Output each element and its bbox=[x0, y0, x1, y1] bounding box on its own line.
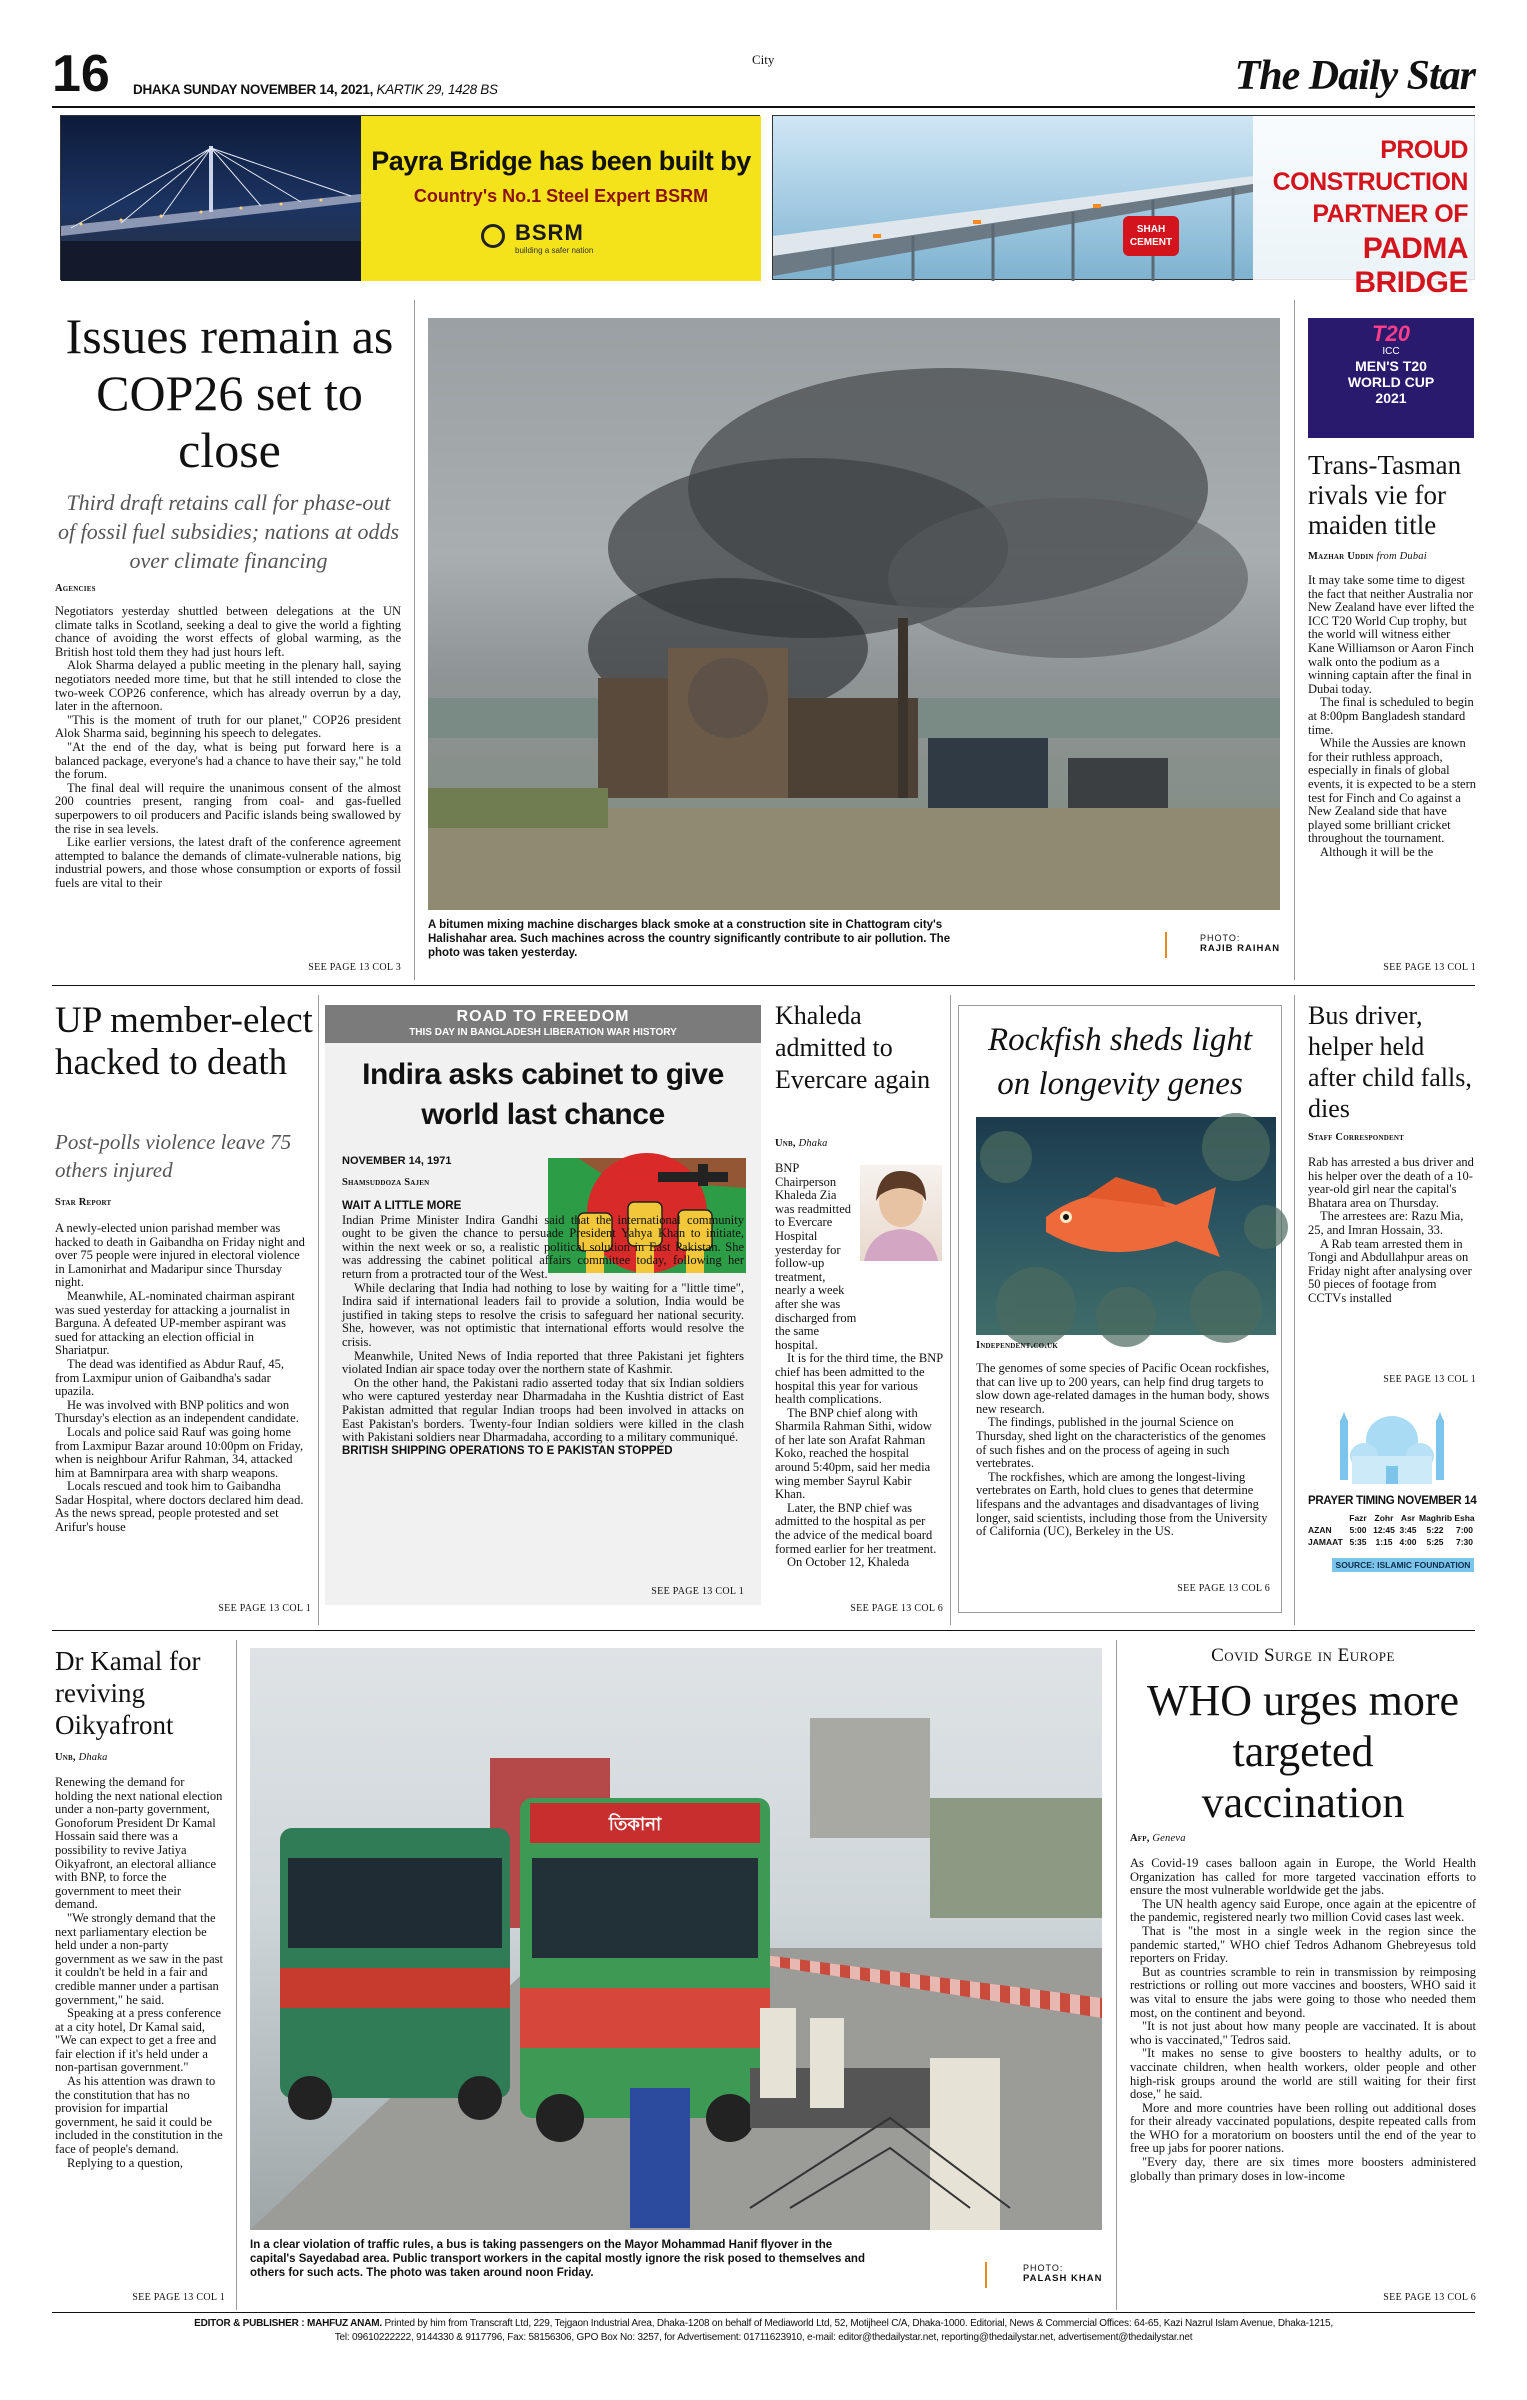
up-member-headline[interactable]: UP member-elect hacked to death bbox=[55, 1000, 313, 1083]
road-to-freedom-paragraph: Meanwhile, United News of India reported that three Pakistani jet fighters violated Indian air space today over the northern state of Kashmir. bbox=[342, 1348, 744, 1377]
prayer-timing-source: SOURCE: ISLAMIC FOUNDATION bbox=[1332, 1558, 1474, 1572]
t20-paragraph: It may take some time to digest the fact that neither Australia nor New Zealand have ever lifted the ICC T20 World Cup trophy, but the world will witness either Kane Williamson or Aaron Finch walk onto the podium as a winning captain after the final in Dubai today. bbox=[1308, 573, 1475, 696]
bus-photo[interactable] bbox=[250, 1648, 1102, 2230]
bus-driver-paragraph: The arrestees are: Razu Mia, 25, and Imran Hossain, 33. bbox=[1308, 1209, 1464, 1237]
dr-kamal-paragraph: Speaking at a press conference at a city hotel, Dr Kamal said, "We can expect to get a free and fair election if it's held under a non-partisan government." bbox=[55, 2006, 222, 2075]
cop26-paragraph: Alok Sharma delayed a public meeting in the plenary hall, saying negotiators needed more time, but that he still intended to close the two-week COP26 conference, which has already overrun by a day, later in the afternoon. bbox=[55, 658, 401, 714]
who-paragraph: But as countries scramble to rein in transmission by reimposing restrictions or rolling out more vaccines and boosters, WHO said it was vital to ensure the jabs were going to those who needed them most, on the continent and beyond. bbox=[1130, 1964, 1476, 2020]
prayer-timing-title: PRAYER TIMING NOVEMBER 14 bbox=[1308, 1495, 1477, 1507]
t20-paragraph: While the Aussies are known for their ruthless approach, especially in finals of global events, it is expected to be a stern test for Finch and Co against a New Zealand side that have played some brilliant cricket throughout the tournament. bbox=[1308, 736, 1476, 846]
up-member-paragraph: Locals and police said Rauf was going home from Laxmipur Bazar around 10:00pm on Friday, when is neighbour Arifur Rahman, 34, attacked him at Bamnirpara area with sharp weapons. bbox=[55, 1424, 304, 1480]
up-member-paragraph: A newly-elected union parishad member was hacked to death in Gaibandha on Friday night and over 75 people were injured in electoral violence in Lamonirhat and Madaripur since Thursday night. bbox=[55, 1221, 305, 1290]
cop26-deck: Third draft retains call for phase-out of fossil fuel subsidies; nations at odds over climate financing bbox=[57, 490, 400, 573]
t20-byline-name: Mazhar Uddin bbox=[1308, 551, 1374, 562]
up-member-paragraph: The dead was identified as Abdur Rauf, 45, from Laxmipur union of Gaibandha's sadar upazila. bbox=[55, 1356, 284, 1399]
who-paragraph: "It makes no sense to give boosters to healthy adults, or to vaccinate children, when health workers, older people and other high-risk groups around the world are still waiting for their first dose," he said. bbox=[1130, 2046, 1476, 2102]
up-member-paragraph: Locals rescued and took him to Gaibandha Sadar Hospital, where doctors declared him dead. As the news spread, people protested and set Arifur's house bbox=[55, 1479, 304, 1535]
dr-kamal-byline-from: Dhaka bbox=[78, 1752, 108, 1763]
road-to-freedom-banner bbox=[325, 1005, 761, 1043]
prayer-timing-table bbox=[1308, 1513, 1478, 1549]
cop26-paragraph: Like earlier versions, the latest draft of the conference agreement attempted to balance the demands of climate-vulnerable nations, big industrial powers, and those whose consumption or exports of fossil fuels are vital to their bbox=[55, 835, 401, 890]
bsrm-logo-icon bbox=[481, 224, 505, 248]
prayer-cell: 5:00 bbox=[1349, 1525, 1367, 1535]
dr-kamal-paragraph: Replying to a question, bbox=[67, 2155, 183, 2170]
ad-shah-line3: PARTNER OF bbox=[1312, 200, 1468, 228]
bus-photo-caption: In a clear violation of traffic rules, a bus is taking passengers on the Mayor Mohammad Hanif flyover in the capital's Sayedabad area. Public transport workers in the capital mostly ignore the risk posed to themselves and others for such acts. The photo was taken around noon Friday. bbox=[250, 2239, 865, 2279]
bus-flyover-illustration bbox=[250, 1648, 1102, 2230]
ad-shah-cement[interactable] bbox=[772, 115, 1475, 299]
prayer-table-row bbox=[1308, 1525, 1478, 1537]
up-member-body bbox=[55, 1222, 311, 1535]
row-rule bbox=[52, 985, 1475, 986]
khaleda-paragraph: The BNP chief along with Sharmila Rahman Sithi, widow of her late son Arafat Rahman Koko, reached the hospital around 5:40pm, said her media wing member Sayrul Kabir Khan. bbox=[775, 1405, 932, 1502]
dateline bbox=[133, 82, 498, 97]
cop26-paragraph: Negotiators yesterday shuttled between delegations at the UN climate talks in Scotland, seeking a deal to give the world a fighting chance of avoiding the worst effects of global warming, as the British host told them they had just hours left. bbox=[55, 604, 401, 659]
khaleda-byline bbox=[775, 1138, 828, 1149]
ad-shah-line1: PROUD bbox=[1380, 136, 1468, 164]
khaleda-body bbox=[775, 1162, 943, 1570]
bus-photo-credit-label: PHOTO: bbox=[1023, 2263, 1064, 2273]
shah-cement-logo bbox=[1123, 216, 1179, 256]
who-jump-link[interactable]: SEE PAGE 13 COL 6 bbox=[1383, 2292, 1476, 2303]
dr-kamal-paragraph: Renewing the demand for holding the next national election under a non-party government, Gonoforum President Dr Kamal Hossain said there was a possibility to revive Jatiya Oikyafront, an electoral alliance with BNP, to force the government to meet their demand. bbox=[55, 1775, 223, 1912]
prayer-cell: 3:45 bbox=[1399, 1525, 1417, 1535]
main-photo-credit bbox=[1200, 933, 1280, 954]
who-byline bbox=[1130, 1833, 1186, 1844]
dr-kamal-jump-link[interactable]: SEE PAGE 13 COL 1 bbox=[132, 2292, 225, 2303]
column-rule bbox=[318, 995, 319, 1625]
bus-driver-paragraph: A Rab team arrested them in Tongi and Abdullahpur areas on Friday night after analysing over 50 pieces of footage from CCTVs installed bbox=[1308, 1236, 1472, 1305]
bridge-illustration bbox=[61, 116, 361, 281]
who-body bbox=[1130, 1857, 1476, 2183]
dr-kamal-byline bbox=[55, 1752, 108, 1763]
dr-kamal-byline-name: Unb, bbox=[55, 1752, 76, 1763]
prayer-col-header: Zohr bbox=[1374, 1513, 1394, 1523]
khaleda-paragraph: It is for the third time, the BNP chief has been admitted to the hospital this year for various health complications. bbox=[775, 1351, 943, 1407]
who-paragraph: "It is not just about how many people are vaccinated. It is about who is vaccinated," Tedros said. bbox=[1130, 2019, 1476, 2047]
bus-driver-jump-link[interactable]: SEE PAGE 13 COL 1 bbox=[1383, 1374, 1476, 1385]
rockfish-paragraph: The findings, published in the journal Science on Thursday, shed light on the characteristics of the genomes of such fishes and on the process of ageing in such vertebrates. bbox=[976, 1415, 1266, 1471]
column-rule bbox=[236, 1640, 237, 2310]
rockfish-jump-link[interactable]: SEE PAGE 13 COL 6 bbox=[1177, 1583, 1270, 1594]
road-to-freedom-subhead: WAIT A LITTLE MORE bbox=[342, 1200, 462, 1212]
main-photo-credit-name: RAJIB RAIHAN bbox=[1200, 943, 1281, 954]
imprint-address: Printed by him from Transcraft Ltd, 229, Tejgaon Industrial Area, Dhaka-1208 on behalf of Mediaworld Ltd, 52, Motijheel C/A, Dhaka-1000. Editorial, News & Commercial Offices: 64-65, Kazi Nazrul Islam Avenue, Dhaka-1215, bbox=[384, 2318, 1333, 2329]
who-kicker: Covid Surge in Europe bbox=[1211, 1645, 1395, 1666]
bus-driver-paragraph: Rab has arrested a bus driver and his helper over the death of a 10-year-old girl near the capital's Bhatara area on Thursday. bbox=[1308, 1155, 1474, 1210]
dateline-date: DHAKA SUNDAY NOVEMBER 14, 2021, bbox=[133, 82, 374, 97]
t20-byline-from: from Dubai bbox=[1376, 551, 1427, 562]
road-to-freedom-title: ROAD TO FREEDOM bbox=[456, 1008, 630, 1025]
cop26-paragraph: "This is the moment of truth for our planet," COP26 president Alok Sharma said, beginning his speech to delegates. bbox=[55, 712, 401, 741]
bus-sign: তিকানা bbox=[608, 1814, 662, 1834]
ad-shah-line2: CONSTRUCTION bbox=[1272, 168, 1468, 196]
dr-kamal-paragraph: As his attention was drawn to the constitution that has no provision for impartial government, he said it could be included in the constitution in the face of people's demand. bbox=[55, 2074, 223, 2157]
prayer-col-header bbox=[1308, 1513, 1345, 1525]
column-rule bbox=[1294, 995, 1295, 1625]
who-paragraph: More and more countries have been rolling out additional doses for their already vaccinated populations, despite repeated calls from the WHO for a moratorium on boosters until the end of the year to free up jabs for poorer nations. bbox=[1130, 2100, 1476, 2156]
rockfish-byline: Independent.co.uk bbox=[976, 1340, 1058, 1351]
cop26-paragraph: "At the end of the day, what is being put forward here is a balanced package, everyone's had a chance to have their say," he told the forum. bbox=[55, 739, 401, 782]
who-headline[interactable]: WHO urges more targeted vaccination bbox=[1147, 1676, 1459, 1827]
t20-logo-icc: ICC bbox=[1382, 346, 1400, 357]
road-to-freedom-body bbox=[342, 1200, 744, 1458]
up-member-byline: Star Report bbox=[55, 1197, 112, 1208]
main-photo-credit-label: PHOTO: bbox=[1200, 933, 1241, 943]
caption-divider bbox=[985, 2262, 987, 2288]
prayer-cell: 4:00 bbox=[1399, 1537, 1417, 1547]
t20-logo-world: WORLD CUP bbox=[1347, 374, 1435, 390]
khaleda-paragraph: On October 12, Khaleda bbox=[787, 1555, 910, 1570]
footer-rule bbox=[52, 2312, 1475, 2313]
road-to-freedom-paragraph: On the other hand, the Pakistani radio asserted today that six Indian soldiers who were captured yesterday near Dharmadaha in the Kushtia district of East Pakistan admitted that regular Indian troops had been involved in attacks on East Pakistan's borders. Twenty-four Indian soldiers were killed in the clash with Pakistani soldiers near Dharmadaha, according to a military communiqué. bbox=[342, 1375, 744, 1445]
who-paragraph: As Covid-19 cases balloon again in Europe, the World Health Organization has called for more targeted vaccination efforts to ensure the most vulnerable worldwide get the jabs. bbox=[1130, 1856, 1476, 1898]
rockfish-paragraph: The genomes of some species of Pacific Ocean rockfishes, that can live up to 200 years, can help find drug targets to slow down age-related damages in the human body, shows new research. bbox=[976, 1361, 1270, 1416]
row-rule bbox=[52, 1630, 1475, 1631]
section-name: City bbox=[752, 52, 775, 67]
rockfish-body bbox=[976, 1362, 1270, 1539]
khaleda-byline-from: Dhaka bbox=[798, 1138, 828, 1149]
ad-bsrm-headline: Payra Bridge has been built by bbox=[371, 146, 751, 176]
column-rule bbox=[414, 300, 415, 980]
t20-byline bbox=[1308, 551, 1427, 562]
ad-bsrm[interactable] bbox=[60, 115, 760, 280]
cop26-paragraph: The final deal will require the unanimous consent of the almost 200 countries present, ranging from coal- and gas-fuelled superpowers to oil producers and Pacific islands being swallowed by the rise in sea levels. bbox=[55, 780, 401, 836]
prayer-cell: 5:25 bbox=[1426, 1537, 1444, 1547]
imprint-editor: EDITOR & PUBLISHER : MAHFUZ ANAM. bbox=[194, 2318, 382, 2329]
prayer-col-header: Asr bbox=[1400, 1513, 1416, 1523]
up-member-paragraph: He was involved with BNP politics and won Thursday's election as an independent candidate. bbox=[55, 1397, 299, 1426]
prayer-cell: 7:00 bbox=[1455, 1525, 1473, 1535]
masthead-rule bbox=[52, 106, 1475, 108]
cop26-byline: Agencies bbox=[55, 583, 96, 594]
prayer-table-header bbox=[1308, 1513, 1478, 1525]
mosque-icon bbox=[1332, 1400, 1452, 1488]
prayer-cell: 5:22 bbox=[1426, 1525, 1444, 1535]
cop26-headline[interactable]: Issues remain as COP26 set to close bbox=[65, 308, 394, 478]
bus-photo-credit-name: PALASH KHAN bbox=[1023, 2273, 1103, 2284]
main-photo[interactable] bbox=[428, 318, 1280, 910]
khaleda-jump-link[interactable]: SEE PAGE 13 COL 6 bbox=[850, 1603, 943, 1614]
rockfish-paragraph: The rockfishes, which are among the longest-living vertebrates on Earth, hold clues to genes that determine lifespans and the advantages and disadvantages of living longer, said scientists, including those from the University of California (UC), Berkeley in the US. bbox=[976, 1469, 1268, 1539]
khaleda-headline[interactable]: Khaleda admitted to Evercare again bbox=[775, 1001, 931, 1094]
smoke-factory-illustration bbox=[428, 318, 1280, 910]
t20-jump-link[interactable]: SEE PAGE 13 COL 1 bbox=[1383, 962, 1476, 973]
rockfish-headline[interactable]: Rockfish sheds light on longevity genes bbox=[988, 1022, 1252, 1102]
paper-logo[interactable]: The Daily Star bbox=[1234, 53, 1475, 99]
khaleda-paragraph: BNP Chairperson Khaleda Zia was readmitted to Evercare Hospital yesterday for follow-up treatment, nearly a week after she was discharged from the same hospital. bbox=[775, 1161, 857, 1352]
prayer-cell: 7:30 bbox=[1455, 1537, 1473, 1547]
column-rule bbox=[1116, 1640, 1117, 2310]
ad-bsrm-panel bbox=[361, 116, 761, 281]
dr-kamal-headline[interactable]: Dr Kamal for reviving Oikyafront bbox=[55, 1646, 201, 1740]
imprint-line-2: Tel: 09610222222, 9144330 & 9117796, Fax: 58156306, GPO Box No: 3257, for Advertisement: 01711623910, e-mail: editor@thedailystar.net, reporting@thedailystar.net, advertisement@thedailystar.net bbox=[334, 2332, 1193, 2343]
t20-logo-mark: T20 bbox=[1372, 321, 1410, 346]
rockfish-photo[interactable] bbox=[976, 1117, 1276, 1335]
up-member-deck: Post-polls violence leave 75 others injured bbox=[55, 1130, 292, 1182]
dr-kamal-body bbox=[55, 1776, 225, 2170]
prayer-cell: JAMAAT bbox=[1308, 1537, 1343, 1547]
khaleda-paragraph: Later, the BNP chief was admitted to the hospital as per the advice of the medical board formed earlier for her treatment. bbox=[775, 1500, 937, 1556]
prayer-col-header: Fazr bbox=[1349, 1513, 1367, 1523]
column-rule bbox=[950, 995, 951, 1625]
t20-logo-year: 2021 bbox=[1375, 390, 1407, 406]
khaleda-byline-name: Unb, bbox=[775, 1138, 796, 1149]
ad-bsrm-tagline: building a safer nation bbox=[515, 246, 594, 255]
t20-paragraph: The final is scheduled to begin at 8:00pm Bangladesh standard time. bbox=[1308, 695, 1474, 737]
road-to-freedom-jump-link[interactable]: SEE PAGE 13 COL 1 bbox=[651, 1586, 744, 1597]
road-to-freedom-date: NOVEMBER 14, 1971 bbox=[342, 1155, 452, 1167]
who-byline-from: Geneva bbox=[1152, 1833, 1186, 1844]
who-paragraph: That is "the most in a single week in the region since the pandemic started," WHO chief Tedros Adhanom Ghebreyesus told reporters on Friday. bbox=[1130, 1923, 1476, 1966]
bus-driver-headline[interactable]: Bus driver, helper held after child falls, dies bbox=[1308, 1001, 1472, 1123]
t20-paragraph: Although it will be the bbox=[1320, 844, 1434, 859]
dr-kamal-paragraph: "We strongly demand that the next parliamentary election be held under a non-party government as we saw in the past it couldn't be held in a fair and credible manner under a partisan government," he said. bbox=[55, 1910, 224, 2007]
ad-bsrm-brand-box bbox=[471, 216, 651, 260]
ad-bsrm-photo bbox=[61, 116, 361, 281]
t20-logo bbox=[1308, 318, 1474, 438]
who-byline-name: Afp, bbox=[1130, 1833, 1150, 1844]
cop26-jump-link[interactable]: SEE PAGE 13 COL 3 bbox=[308, 962, 401, 973]
t20-headline[interactable]: Trans-Tasman rivals vie for maiden title bbox=[1308, 450, 1462, 540]
road-to-freedom-paragraph: Indian Prime Minister Indira Gandhi said that the international community ought to be given the chance to persuade President Yahya Khan to initiate, within the next week or so, a realistic political solution in East Pakistan. She was addressing the cabinet political affairs committee today, following her return from a protracted tour of the West. bbox=[342, 1212, 744, 1281]
caption-divider bbox=[1165, 932, 1167, 958]
bus-driver-body bbox=[1308, 1156, 1476, 1306]
up-member-paragraph: Meanwhile, AL-nominated chairman aspirant was sued yesterday for attacking a journalist in Barguna. A defeated UP-member aspirant was sued for attacking an election official in Shariatpur. bbox=[55, 1288, 295, 1358]
prayer-cell: 12:45 bbox=[1373, 1525, 1395, 1535]
cop26-body bbox=[55, 605, 401, 890]
road-to-freedom-paragraph: While declaring that India had nothing to lose by waiting for a "little time", Indira said if international leaders fail to provide a solution, India would be justified in taking steps to resolve the crisis to safeguard her national security. She, however, was not optimistic that international efforts would resolve the crisis. bbox=[342, 1280, 744, 1349]
dateline-bangla-date: KARTIK 29, 1428 BS bbox=[376, 82, 498, 97]
prayer-col-header: Esha bbox=[1454, 1513, 1475, 1523]
ad-bsrm-brand: BSRM bbox=[515, 220, 584, 245]
t20-logo-mens: MEN'S T20 bbox=[1355, 358, 1427, 374]
road-to-freedom-headline[interactable]: Indira asks cabinet to give world last chance bbox=[362, 1058, 724, 1131]
t20-body bbox=[1308, 574, 1476, 859]
road-to-freedom-byline: Shamsuddoza Sajen bbox=[342, 1177, 430, 1188]
column-rule bbox=[1294, 300, 1295, 980]
prayer-cell: 1:15 bbox=[1375, 1537, 1393, 1547]
page-number: 16 bbox=[52, 45, 110, 103]
prayer-col-header: Maghrib bbox=[1419, 1513, 1453, 1523]
ad-bsrm-subline: Country's No.1 Steel Expert BSRM bbox=[413, 186, 709, 206]
shah-cement-brand: SHAH CEMENT bbox=[1129, 224, 1173, 248]
road-to-freedom-subtitle: THIS DAY IN BANGLADESH LIBERATION WAR HISTORY bbox=[409, 1027, 677, 1038]
imprint-line-1 bbox=[52, 2318, 1475, 2329]
prayer-cell: 5:35 bbox=[1349, 1537, 1367, 1547]
prayer-table-row bbox=[1308, 1537, 1478, 1549]
main-photo-caption: A bitumen mixing machine discharges black smoke at a construction site in Chattogram city's Halishahar area. Such machines across the country significantly contribute to air pollution. The photo was taken yesterday. bbox=[428, 919, 951, 959]
prayer-cell: AZAN bbox=[1308, 1525, 1332, 1535]
mosque-illustration bbox=[1332, 1400, 1452, 1488]
ad-shah-line4: PADMA BRIDGE bbox=[1354, 232, 1468, 299]
bus-photo-credit bbox=[1023, 2263, 1102, 2284]
bus-driver-byline: Staff Correspondent bbox=[1308, 1132, 1404, 1143]
who-paragraph: The UN health agency said Europe, once again at the epicentre of the pandemic, registered nearly two million Covid cases last week. bbox=[1130, 1896, 1476, 1925]
up-member-jump-link[interactable]: SEE PAGE 13 COL 1 bbox=[218, 1603, 311, 1614]
road-to-freedom-subhead-2: BRITISH SHIPPING OPERATIONS TO E PAKISTAN STOPPED bbox=[342, 1444, 673, 1457]
rockfish-illustration bbox=[976, 1117, 1276, 1335]
who-paragraph: "Every day, there are six times more boosters administered globally than primary doses in low-income bbox=[1130, 2155, 1476, 2183]
